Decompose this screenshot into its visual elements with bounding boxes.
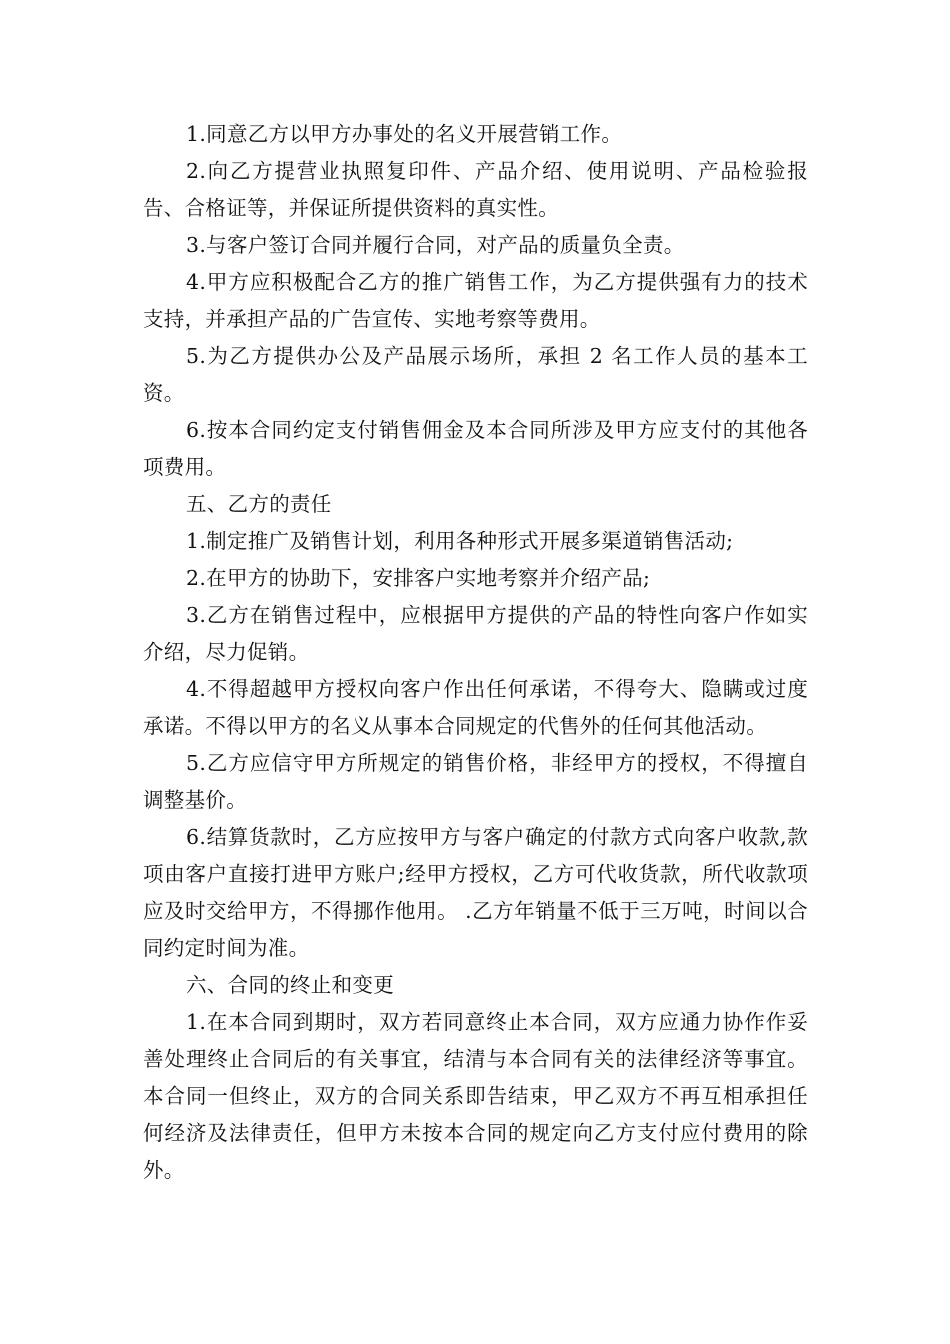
- clause-paragraph: 6.按本合同约定支付销售佣金及本合同所涉及甲方应支付的其他各项费用。: [143, 418, 808, 479]
- section-heading: 五、乙方的责任: [186, 492, 332, 516]
- clause-paragraph: 5.乙方应信守甲方所规定的销售价格，非经甲方的授权，不得擅自调整基价。: [143, 751, 808, 812]
- clause-paragraph: 5.为乙方提供办公及产品展示场所，承担 2 名工作人员的基本工资。: [143, 344, 808, 405]
- clause-paragraph: 2.向乙方提营业执照复印件、产品介绍、使用说明、产品检验报告、合格证等，并保证所提供资料的真实性。: [143, 159, 808, 220]
- clause-paragraph: 4.甲方应积极配合乙方的推广销售工作，为乙方提供强有力的技术支持，并承担产品的广告宣传、实地考察等费用。: [143, 270, 808, 331]
- section-heading: 六、合同的终止和变更: [186, 973, 394, 997]
- document-body: [143, 116, 808, 1189]
- clause-paragraph: 6.结算货款时，乙方应按甲方与客户确定的付款方式向客户收款,款项由客户直接打进甲方账户;经甲方授权，乙方可代收货款，所代收款项应及时交给甲方，不得挪作他用。 .乙方年销量不低于三万吨，时间以合同约定时间为准。: [143, 825, 808, 960]
- clause-paragraph: 1.制定推广及销售计划，利用各种形式开展多渠道销售活动;: [186, 529, 734, 553]
- clause-paragraph: 1.同意乙方以甲方办事处的名义开展营销工作。: [186, 122, 623, 146]
- clause-paragraph: 2.在甲方的协助下，安排客户实地考察并介绍产品;: [186, 566, 651, 590]
- clause-paragraph: 3.与客户签订合同并履行合同，对产品的质量负全责。: [186, 233, 685, 257]
- clause-paragraph: 4.不得超越甲方授权向客户作出任何承诺，不得夸大、隐瞒或过度承诺。不得以甲方的名义从事本合同规定的代售外的任何其他活动。: [143, 677, 808, 738]
- clause-paragraph: 3.乙方在销售过程中，应根据甲方提供的产品的特性向客户作如实介绍，尽力促销。: [143, 603, 808, 664]
- clause-paragraph: 1.在本合同到期时，双方若同意终止本合同，双方应通力协作作妥善处理终止合同后的有关事宜，结清与本合同有关的法律经济等事宜。本合同一但终止，双方的合同关系即告结束，甲乙双方不再互相承担任何经济及法律责任，但甲方未按本合同的规定向乙方支付应付费用的除外。: [143, 1010, 808, 1182]
